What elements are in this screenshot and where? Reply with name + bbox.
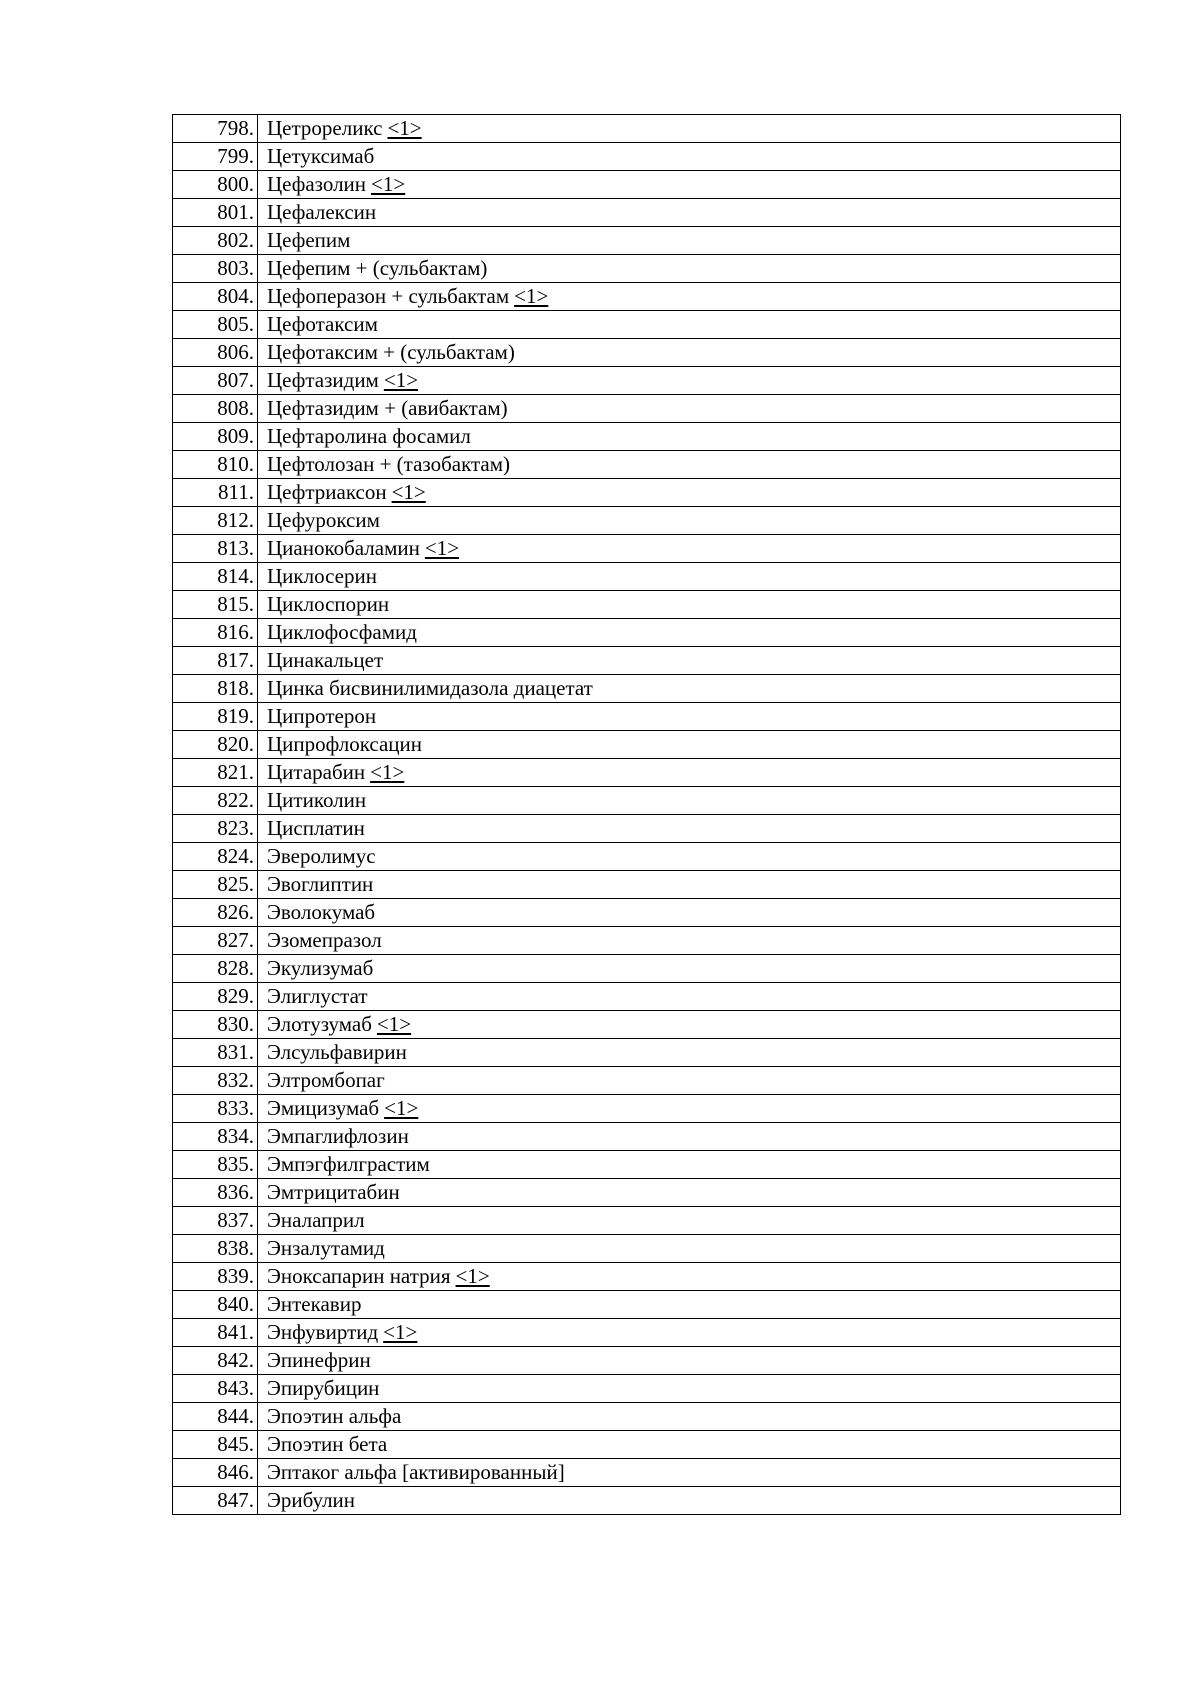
row-number: 808. (173, 395, 258, 423)
row-number: 806. (173, 339, 258, 367)
row-number: 815. (173, 591, 258, 619)
table-row (173, 1291, 1121, 1319)
drug-name-cell (258, 1095, 1121, 1123)
drug-name: Цинакальцет (267, 648, 384, 672)
row-number: 846. (173, 1459, 258, 1487)
drug-name: Эрибулин (267, 1488, 356, 1512)
footnote-link[interactable]: <1> (514, 284, 549, 308)
table-row (173, 1375, 1121, 1403)
row-number: 827. (173, 927, 258, 955)
drug-name: Эмтрицитабин (267, 1180, 400, 1204)
drug-name-cell (258, 647, 1121, 675)
row-number: 816. (173, 619, 258, 647)
drug-name-cell (258, 675, 1121, 703)
drug-name-cell (258, 255, 1121, 283)
drug-name: Ципротерон (267, 704, 377, 728)
drug-name-cell (258, 703, 1121, 731)
drug-name: Циклосерин (267, 564, 377, 588)
drug-name-cell (258, 927, 1121, 955)
table-row (173, 1319, 1121, 1347)
table-row (173, 171, 1121, 199)
drug-name: Цисплатин (267, 816, 365, 840)
table-row (173, 143, 1121, 171)
drug-name: Эмпэгфилграстим (267, 1152, 430, 1176)
drug-name: Эпоэтин альфа (267, 1404, 402, 1428)
drug-name: Цефтаролина фосамил (267, 424, 471, 448)
row-number: 826. (173, 899, 258, 927)
drug-name-cell (258, 367, 1121, 395)
table-row (173, 1235, 1121, 1263)
drug-name: Энзалутамид (267, 1236, 385, 1260)
table-row (173, 255, 1121, 283)
table-row (173, 479, 1121, 507)
table-row (173, 1179, 1121, 1207)
footnote-link[interactable]: <1> (387, 116, 422, 140)
table-row (173, 647, 1121, 675)
row-number: 847. (173, 1487, 258, 1515)
drug-name-cell (258, 1319, 1121, 1347)
drug-name-cell (258, 1123, 1121, 1151)
row-number: 841. (173, 1319, 258, 1347)
drug-name-cell (258, 1011, 1121, 1039)
table-row (173, 1459, 1121, 1487)
table-row (173, 731, 1121, 759)
row-number: 799. (173, 143, 258, 171)
drug-name: Цитиколин (267, 788, 367, 812)
drug-name-cell (258, 1459, 1121, 1487)
drug-name: Эптаког альфа [активированный] (267, 1460, 565, 1484)
table-row (173, 283, 1121, 311)
table-row (173, 899, 1121, 927)
table-row (173, 423, 1121, 451)
row-number: 802. (173, 227, 258, 255)
drug-name-cell (258, 479, 1121, 507)
drug-name: Эпоэтин бета (267, 1432, 388, 1456)
table-row (173, 703, 1121, 731)
row-number: 828. (173, 955, 258, 983)
row-number: 812. (173, 507, 258, 535)
row-number: 798. (173, 115, 258, 143)
row-number: 824. (173, 843, 258, 871)
footnote-link[interactable]: <1> (383, 1320, 418, 1344)
table-row (173, 1151, 1121, 1179)
drug-name-cell (258, 1263, 1121, 1291)
drug-name: Цефуроксим (267, 508, 380, 532)
drug-name-cell (258, 759, 1121, 787)
drug-name: Экулизумаб (267, 956, 374, 980)
drug-name: Циклофосфамид (267, 620, 417, 644)
row-number: 839. (173, 1263, 258, 1291)
table-row (173, 395, 1121, 423)
row-number: 830. (173, 1011, 258, 1039)
drug-name-cell (258, 311, 1121, 339)
drug-name: Цетуксимаб (267, 144, 375, 168)
drug-name-cell (258, 899, 1121, 927)
drug-name-cell (258, 1347, 1121, 1375)
row-number: 832. (173, 1067, 258, 1095)
drug-name-cell (258, 955, 1121, 983)
row-number: 807. (173, 367, 258, 395)
row-number: 800. (173, 171, 258, 199)
table-row (173, 675, 1121, 703)
drug-name-cell (258, 1067, 1121, 1095)
drug-name: Цефазолин (267, 172, 367, 196)
row-number: 803. (173, 255, 258, 283)
row-number: 825. (173, 871, 258, 899)
drug-name: Цитарабин (267, 760, 366, 784)
drug-name-cell (258, 843, 1121, 871)
table-row (173, 227, 1121, 255)
drug-name-cell (258, 1151, 1121, 1179)
drug-list-table (172, 114, 1121, 1515)
footnote-link[interactable]: <1> (384, 1096, 419, 1120)
row-number: 805. (173, 311, 258, 339)
drug-name-cell (258, 1487, 1121, 1515)
drug-name: Цефотаксим (267, 312, 378, 336)
footnote-link[interactable]: <1> (371, 172, 406, 196)
drug-name: Цефтолозан + (тазобактам) (267, 452, 511, 476)
drug-name-cell (258, 815, 1121, 843)
table-row (173, 1403, 1121, 1431)
footnote-link[interactable]: <1> (376, 1012, 412, 1036)
drug-name-cell (258, 1375, 1121, 1403)
drug-name-cell (258, 143, 1121, 171)
row-number: 820. (173, 731, 258, 759)
table-row (173, 591, 1121, 619)
footnote-link[interactable]: <1> (383, 368, 419, 392)
row-number: 814. (173, 563, 258, 591)
drug-name-cell (258, 451, 1121, 479)
table-row (173, 199, 1121, 227)
table-row (173, 1347, 1121, 1375)
drug-name-cell (258, 619, 1121, 647)
row-number: 836. (173, 1179, 258, 1207)
row-number: 818. (173, 675, 258, 703)
table-row (173, 535, 1121, 563)
drug-name: Энфувиртид (267, 1320, 379, 1344)
drug-name: Эвоглиптин (267, 872, 374, 896)
table-row (173, 367, 1121, 395)
drug-name: Цефепим + (сульбактам) (267, 256, 488, 280)
drug-name: Эпинефрин (267, 1348, 371, 1372)
drug-name: Эзомепразол (267, 928, 382, 952)
table-row (173, 563, 1121, 591)
drug-name-cell (258, 283, 1121, 311)
drug-name: Цефтриаксон (267, 480, 387, 504)
drug-name-cell (258, 563, 1121, 591)
table-row (173, 955, 1121, 983)
row-number: 822. (173, 787, 258, 815)
drug-name: Цефтазидим + (авибактам) (267, 396, 508, 420)
row-number: 821. (173, 759, 258, 787)
drug-name-cell (258, 199, 1121, 227)
drug-name-cell (258, 115, 1121, 143)
drug-name: Цетрореликс (267, 116, 383, 140)
drug-name: Энтекавир (267, 1292, 362, 1316)
drug-name-cell (258, 731, 1121, 759)
footnote-link[interactable]: <1> (455, 1264, 490, 1288)
table-row (173, 1487, 1121, 1515)
drug-name-cell (258, 1235, 1121, 1263)
drug-name-cell (258, 983, 1121, 1011)
drug-name: Элиглустат (267, 984, 368, 1008)
table-row (173, 871, 1121, 899)
drug-name: Эмпаглифлозин (267, 1124, 409, 1148)
row-number: 809. (173, 423, 258, 451)
row-number: 838. (173, 1235, 258, 1263)
row-number: 845. (173, 1431, 258, 1459)
row-number: 811. (173, 479, 258, 507)
drug-list-body (173, 115, 1121, 1515)
row-number: 819. (173, 703, 258, 731)
table-row (173, 1207, 1121, 1235)
drug-name: Цефотаксим + (сульбактам) (267, 340, 515, 364)
drug-name-cell (258, 1291, 1121, 1319)
table-row (173, 1263, 1121, 1291)
row-number: 801. (173, 199, 258, 227)
table-row (173, 311, 1121, 339)
drug-name-cell (258, 1431, 1121, 1459)
drug-name: Цефтазидим (267, 368, 379, 392)
drug-name: Эволокумаб (267, 900, 376, 924)
footnote-link[interactable]: <1> (370, 760, 405, 784)
drug-name: Эверолимус (267, 844, 376, 868)
row-number: 844. (173, 1403, 258, 1431)
table-row (173, 787, 1121, 815)
table-row (173, 1431, 1121, 1459)
row-number: 842. (173, 1347, 258, 1375)
table-row (173, 619, 1121, 647)
row-number: 810. (173, 451, 258, 479)
drug-name-cell (258, 871, 1121, 899)
drug-name-cell (258, 507, 1121, 535)
drug-name-cell (258, 1039, 1121, 1067)
drug-name: Эпирубицин (267, 1376, 380, 1400)
row-number: 840. (173, 1291, 258, 1319)
table-row (173, 1095, 1121, 1123)
table-row (173, 451, 1121, 479)
row-number: 829. (173, 983, 258, 1011)
drug-name: Элсульфавирин (267, 1040, 407, 1064)
row-number: 837. (173, 1207, 258, 1235)
drug-name: Цинка бисвинилимидазола диацетат (267, 676, 593, 700)
table-row (173, 759, 1121, 787)
table-row (173, 983, 1121, 1011)
drug-name-cell (258, 339, 1121, 367)
drug-name: Цефалексин (267, 200, 377, 224)
row-number: 843. (173, 1375, 258, 1403)
row-number: 834. (173, 1123, 258, 1151)
drug-name-cell (258, 535, 1121, 563)
row-number: 823. (173, 815, 258, 843)
drug-name-cell (258, 1403, 1121, 1431)
table-row (173, 115, 1121, 143)
drug-name: Цефоперазон + сульбактам (267, 284, 510, 308)
drug-name: Цефепим (267, 228, 351, 252)
table-row (173, 507, 1121, 535)
table-row (173, 843, 1121, 871)
drug-name-cell (258, 1179, 1121, 1207)
table-row (173, 927, 1121, 955)
drug-name: Ципрофлоксацин (267, 732, 422, 756)
drug-name: Эналаприл (267, 1208, 365, 1232)
row-number: 831. (173, 1039, 258, 1067)
drug-name: Циклоспорин (267, 592, 390, 616)
table-row (173, 1039, 1121, 1067)
table-row (173, 1123, 1121, 1151)
row-number: 835. (173, 1151, 258, 1179)
drug-name-cell (258, 591, 1121, 619)
drug-name-cell (258, 227, 1121, 255)
drug-name: Эноксапарин натрия (267, 1264, 451, 1288)
drug-name-cell (258, 395, 1121, 423)
drug-name-cell (258, 1207, 1121, 1235)
table-row (173, 1011, 1121, 1039)
row-number: 817. (173, 647, 258, 675)
row-number: 813. (173, 535, 258, 563)
footnote-link[interactable]: <1> (391, 480, 426, 504)
drug-name: Эмицизумаб (267, 1096, 380, 1120)
row-number: 804. (173, 283, 258, 311)
drug-name: Элтромбопаг (267, 1068, 385, 1092)
row-number: 833. (173, 1095, 258, 1123)
drug-name-cell (258, 171, 1121, 199)
drug-name: Цианокобаламин (267, 536, 420, 560)
table-row (173, 339, 1121, 367)
drug-name-cell (258, 423, 1121, 451)
footnote-link[interactable]: <1> (424, 536, 460, 560)
table-row (173, 815, 1121, 843)
drug-name: Элотузумаб (267, 1012, 372, 1036)
table-row (173, 1067, 1121, 1095)
drug-name-cell (258, 787, 1121, 815)
